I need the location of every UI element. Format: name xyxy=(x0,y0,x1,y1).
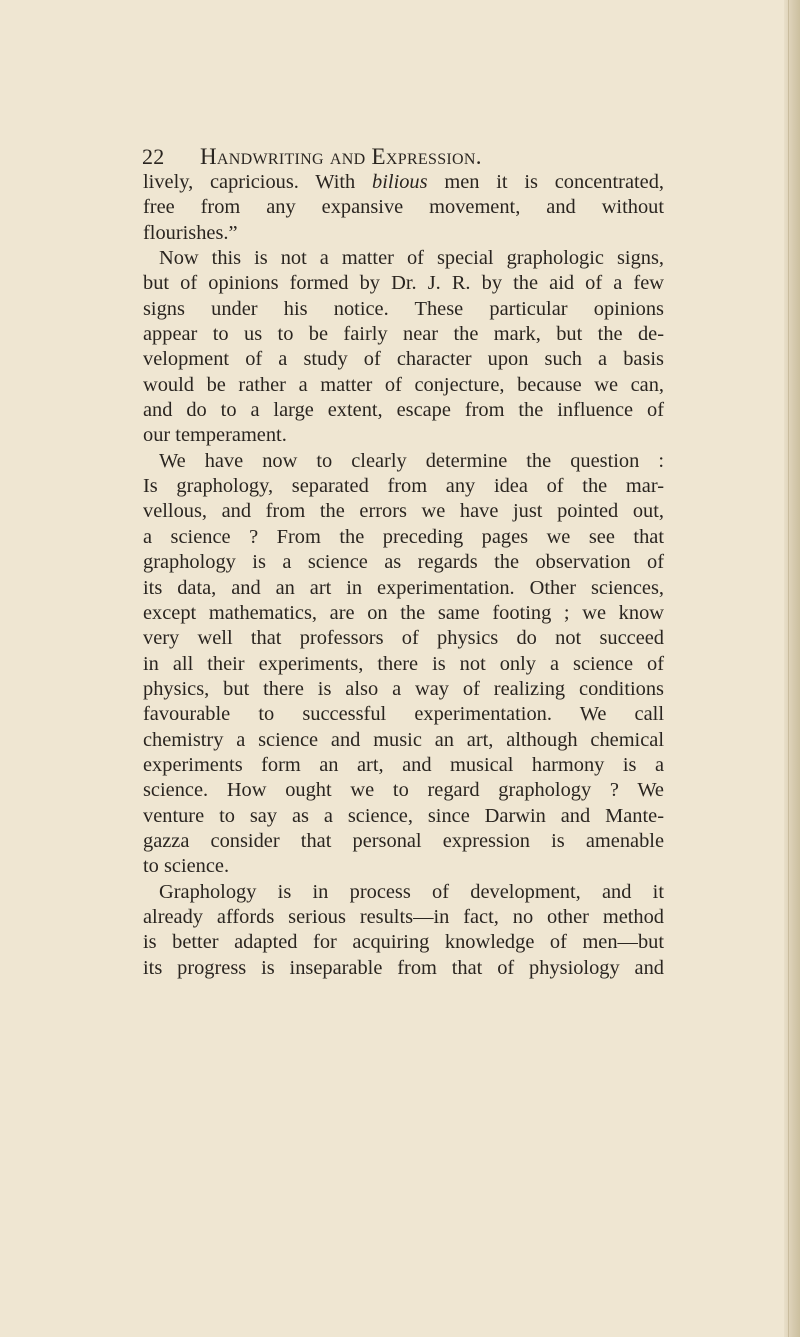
text-run: its progress is inseparable from that of physiology and xyxy=(143,956,664,979)
text-run: graphology is a science as regards the observation of xyxy=(143,551,664,574)
text-line xyxy=(143,601,664,626)
text-line xyxy=(143,804,664,829)
body-text xyxy=(143,170,664,981)
text-run: Now this is not a matter of special graphologic signs, xyxy=(159,247,664,270)
text-line xyxy=(143,550,664,575)
text-run: its data, and an art in experimentation. Other sciences, xyxy=(143,576,664,599)
text-run: Is graphology, separated from any idea of the mar- xyxy=(143,475,664,498)
text-line xyxy=(143,753,664,778)
text-run: a science ? From the preceding pages we see that xyxy=(143,525,664,548)
text-line xyxy=(143,652,664,677)
text-run: vellous, and from the errors we have just pointed out, xyxy=(143,500,664,523)
text-line xyxy=(143,905,664,930)
text-line xyxy=(143,829,664,854)
text-line xyxy=(143,449,664,474)
text-line xyxy=(143,728,664,753)
text-line xyxy=(143,778,664,803)
text-line xyxy=(143,398,664,423)
text-run: is better adapted for acquiring knowledge of men—but xyxy=(143,931,664,954)
text-run: favourable to successful experimentation. We call xyxy=(143,703,664,726)
page-number: 22 xyxy=(142,144,165,169)
text-run: already affords serious results—in fact, no other method xyxy=(143,905,664,928)
text-line xyxy=(143,246,664,271)
text-run: our temperament. xyxy=(143,424,287,447)
text-run: Graphology is in process of development, and it xyxy=(159,880,664,903)
text-line xyxy=(143,525,664,550)
running-title: Handwriting and Expression. xyxy=(200,144,482,169)
paragraph xyxy=(143,246,664,449)
text-line xyxy=(143,677,664,702)
text-line xyxy=(143,880,664,905)
text-line xyxy=(143,373,664,398)
text-run: physics, but there is also a way of realizing conditions xyxy=(143,677,664,700)
text-line xyxy=(143,347,664,372)
text-line xyxy=(143,423,664,448)
paragraph xyxy=(143,880,664,981)
page-edge xyxy=(784,0,800,1337)
text-line xyxy=(143,576,664,601)
paragraph xyxy=(143,170,664,246)
text-line xyxy=(143,499,664,524)
text-run: experiments form an art, and musical harmony is a xyxy=(143,753,664,776)
paragraph xyxy=(143,449,664,880)
text-line xyxy=(143,322,664,347)
text-line xyxy=(143,221,664,246)
text-run: very well that professors of physics do not succeed xyxy=(143,627,664,650)
text-line xyxy=(143,195,664,220)
text-run: appear to us to be fairly near the mark, but the de- xyxy=(143,323,664,346)
text-run: except mathematics, are on the same footing ; we know xyxy=(143,601,664,624)
text-run: would be rather a matter of conjecture, because we can, xyxy=(143,373,664,396)
text-run: venture to say as a science, since Darwin and Mante- xyxy=(143,804,664,827)
text-line xyxy=(143,474,664,499)
text-run: but of opinions formed by Dr. J. R. by the aid of a few xyxy=(143,272,664,295)
text-line xyxy=(143,854,664,879)
text-run: velopment of a study of character upon such a basis xyxy=(143,348,664,371)
text-run: lively, capricious. With xyxy=(143,171,373,193)
text-run: chemistry a science and music an art, although chemical xyxy=(143,728,664,751)
text-run: flourishes.” xyxy=(143,221,238,244)
text-line xyxy=(143,170,664,195)
text-line xyxy=(143,930,664,955)
italic-text: bilious xyxy=(372,171,428,193)
text-run: to science. xyxy=(143,855,230,878)
text-line xyxy=(143,297,664,322)
text-run: and do to a large extent, escape from the influence of xyxy=(143,399,664,422)
text-run: gazza consider that personal expression is amenable xyxy=(143,829,664,852)
text-run: science. How ought we to regard graphology ? We xyxy=(143,779,664,802)
text-run: free from any expansive movement, and without xyxy=(143,196,664,219)
text-run: in all their experiments, there is not only a science of xyxy=(143,652,664,675)
text-line xyxy=(143,271,664,296)
text-run: We have now to clearly determine the question : xyxy=(159,449,664,472)
text-run: signs under his notice. These particular opinions xyxy=(143,297,664,320)
text-run: men it is concentrated, xyxy=(427,171,664,193)
text-line xyxy=(143,702,664,727)
text-line xyxy=(143,956,664,981)
text-line xyxy=(143,626,664,651)
